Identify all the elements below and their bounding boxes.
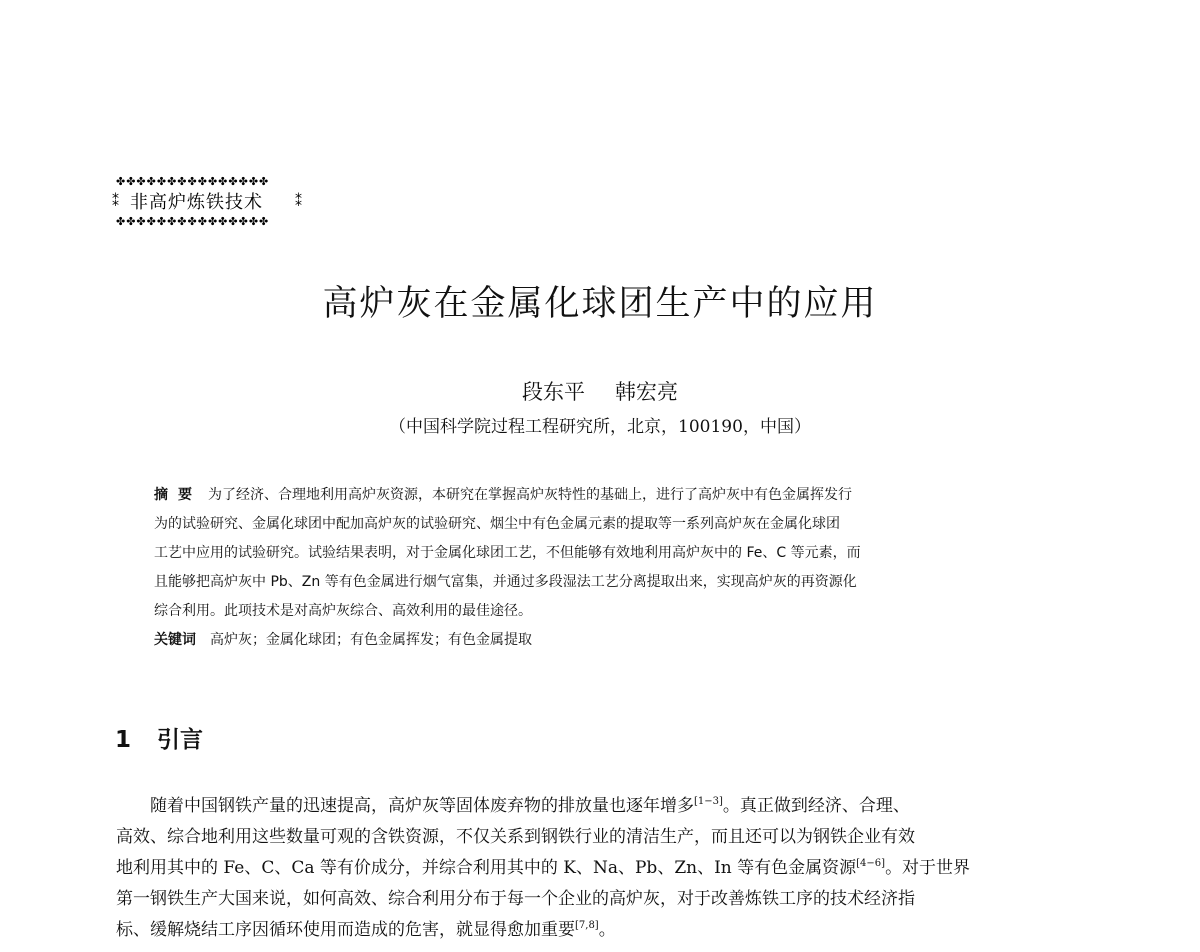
author-affiliation: （中国科学院过程工程研究所，北京，100190，中国）	[389, 417, 811, 437]
abstract-line: 摘要 为了经济、合理地利用高炉灰资源，本研究在掌握高炉灰特性的基础上，进行了高炉灰中有色金属挥发行	[154, 487, 852, 503]
keywords-label: 关键词	[154, 632, 196, 648]
body-line: 标、缓解烧结工序因循环使用而造成的危害，就显得愈加重要[7,8]。	[116, 920, 616, 940]
author-name: 段东平	[522, 380, 585, 404]
keywords-line	[154, 626, 1054, 655]
author-list	[0, 378, 1200, 406]
body-line: 地利用其中的 Fe、C、Ca 等有价成分，并综合利用其中的 K、Na、Pb、Zn、In 等有色金属资源[4−6]。对于世界	[116, 858, 971, 878]
abstract-block	[154, 481, 1054, 655]
keywords-text: 高炉灰；金属化球团；有色金属挥发；有色金属提取	[210, 632, 532, 648]
abstract-line: 且能够把高炉灰中 Pb、Zn 等有色金属进行烟气富集，并通过多段湿法工艺分离提取出来，实现高炉灰的再资源化	[154, 574, 857, 590]
decorative-border-top: ✤✤✤✤✤✤✤✤✤✤✤✤✤✤✤	[116, 176, 270, 188]
section-number: 1	[115, 727, 132, 753]
abstract-line: 综合利用。此项技术是对高炉灰综合、高效利用的最佳途径。	[154, 603, 532, 619]
section-title: 引言	[157, 727, 203, 753]
body-line: 高效、综合地利用这些数量可观的含铁资源，不仅关系到钢铁行业的清洁生产，而且还可以为钢铁企业有效	[116, 827, 915, 847]
body-line: 第一钢铁生产大国来说，如何高效、综合利用分布于每一个企业的高炉灰，对于改善炼铁工序的技术经济指	[116, 889, 915, 909]
author-name: 韩宏亮	[615, 380, 678, 404]
citation: [7,8]	[575, 920, 599, 931]
citation: [4−6]	[856, 858, 886, 869]
column-label-box	[112, 176, 302, 230]
abstract-line: 工艺中应用的试验研究。试验结果表明，对于金属化球团工艺，不但能够有效地利用高炉灰中的 Fe、C 等元素，而	[154, 545, 861, 561]
abstract-label: 摘要	[154, 487, 202, 503]
decorative-border-bottom: ✤✤✤✤✤✤✤✤✤✤✤✤✤✤✤	[116, 216, 270, 228]
decorative-border-right: ⁑	[295, 194, 302, 210]
body-line: 随着中国钢铁产量的迅速提高，高炉灰等固体废弃物的排放量也逐年增多[1−3]。真正做到经济、合理、	[150, 796, 910, 816]
abstract-line: 为的试验研究、金属化球团中配加高炉灰的试验研究、烟尘中有色金属元素的提取等一系列高炉灰在金属化球团	[154, 516, 840, 532]
body-paragraph	[116, 791, 1096, 946]
citation: [1−3]	[694, 796, 723, 807]
section-heading	[115, 724, 203, 756]
column-label-text: 非高炉炼铁技术	[130, 192, 263, 213]
decorative-border-left: ⁑	[112, 194, 119, 210]
paper-title: 高炉灰在金属化球团生产中的应用	[322, 284, 878, 324]
